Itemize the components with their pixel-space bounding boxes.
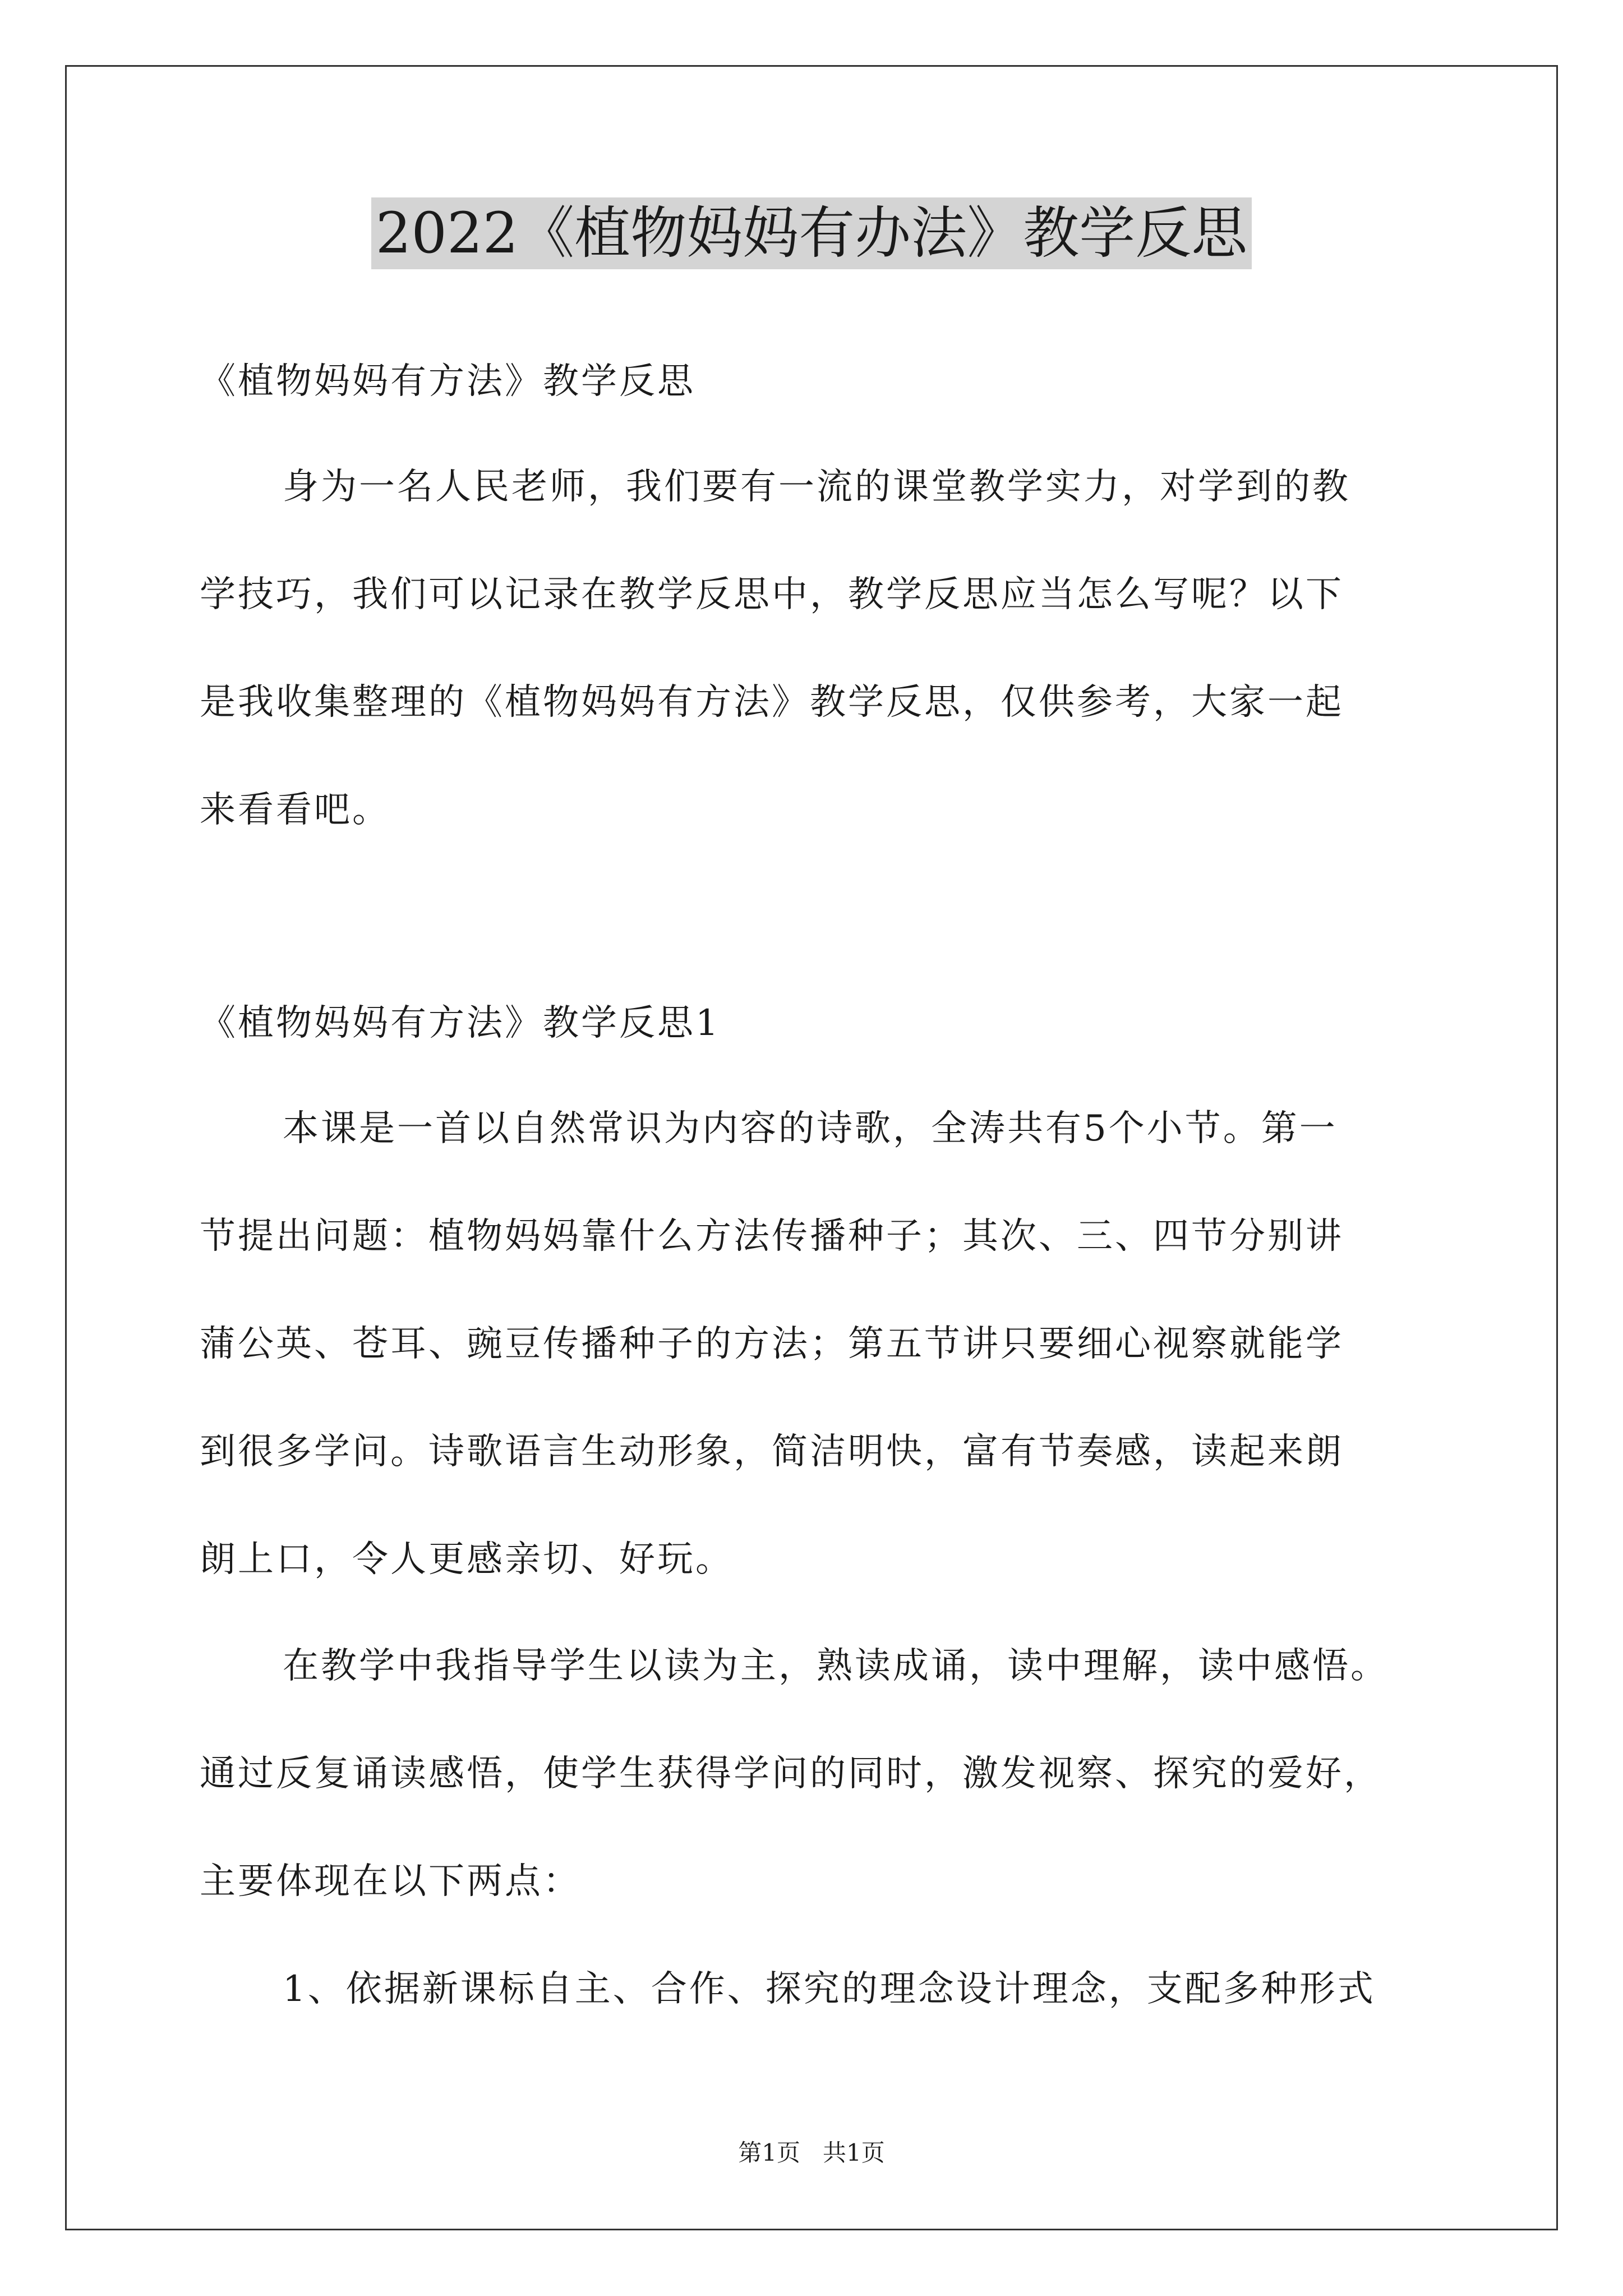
document-title (0, 197, 1623, 269)
page-total: 共1页 (823, 2139, 885, 2166)
section-heading: 《植物妈妈有方法》教学反思 (200, 361, 695, 402)
paragraph-line: 朗上口，令人更感亲切、好玩。 (200, 1539, 734, 1580)
paragraph-line: 通过反复诵读感悟，使学生获得学问的同时，激发视察、探究的爱好， (200, 1753, 1382, 1795)
paragraph-line: 学技巧，我们可以记录在教学反思中，教学反思应当怎么写呢？以下 (200, 574, 1344, 615)
paragraph-line: 在教学中我指导学生以读为主，熟读成诵，读中理解，读中感悟。 (283, 1645, 1389, 1687)
paragraph-line: 1、依据新课标自主、合作、探究的理念设计理念，支配多种形式 (283, 1968, 1376, 2010)
paragraph-line: 来看看吧。 (200, 789, 390, 831)
paragraph-line: 身为一名人民老师，我们要有一流的课堂教学实力，对学到的教 (283, 466, 1350, 508)
page-number: 第1页 (738, 2139, 800, 2166)
page-footer (0, 2137, 1623, 2169)
paragraph-line: 到很多学问。诗歌语言生动形象，简洁明快，富有节奏感，读起来朗 (200, 1431, 1344, 1473)
paragraph-line: 本课是一首以自然常识为内容的诗歌，全涛共有5个小节。第一 (283, 1108, 1338, 1149)
paragraph-line: 主要体现在以下两点： (200, 1861, 581, 1902)
paragraph-line: 是我收集整理的《植物妈妈有方法》教学反思，仅供参考，大家一起 (200, 682, 1344, 723)
section-heading: 《植物妈妈有方法》教学反思1 (200, 1002, 721, 1044)
paragraph-line: 节提出问题：植物妈妈靠什么方法传播种子；其次、三、四节分别讲 (200, 1216, 1344, 1257)
document-title-text: 2022《植物妈妈有办法》教学反思 (371, 197, 1252, 269)
paragraph-line: 蒲公英、苍耳、豌豆传播种子的方法；第五节讲只要细心视察就能学 (200, 1323, 1344, 1365)
